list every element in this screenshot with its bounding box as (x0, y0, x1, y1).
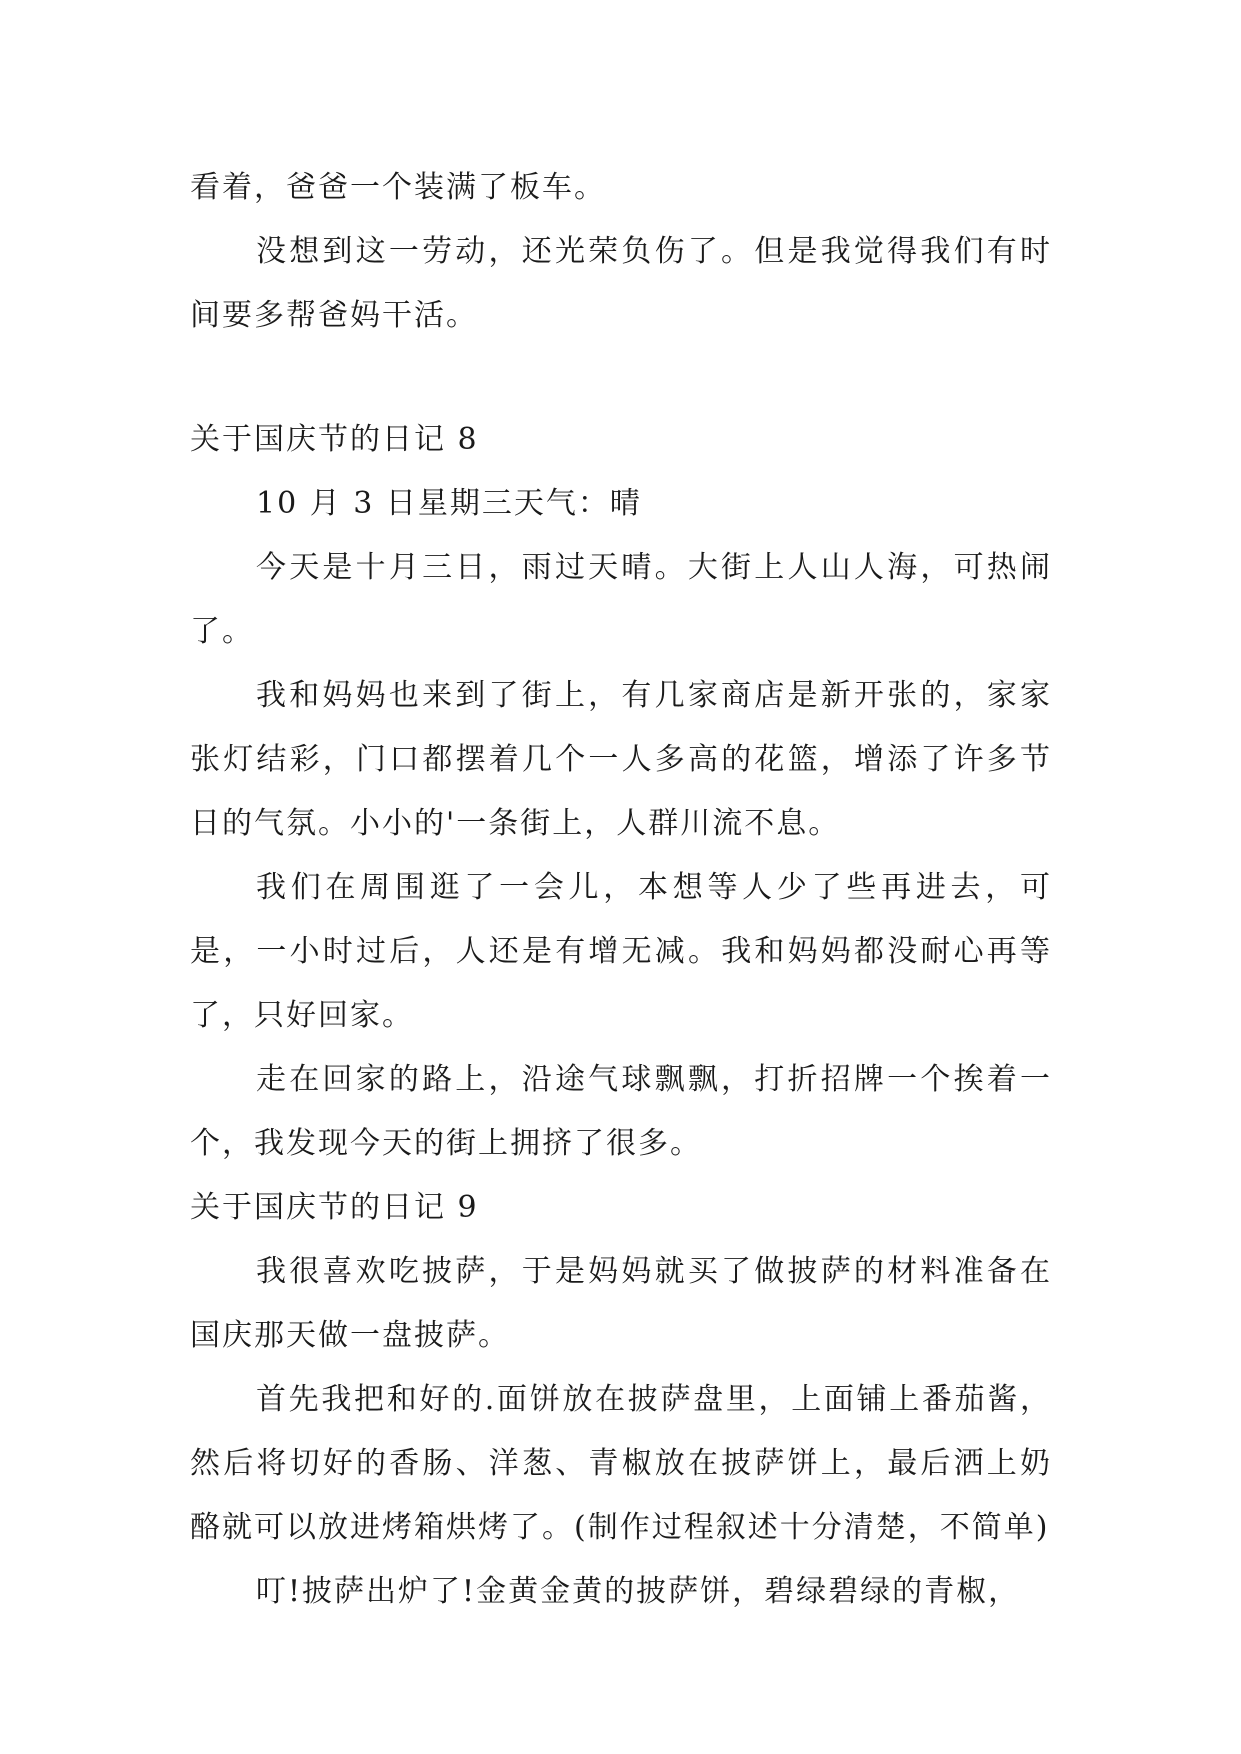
section-spacer (190, 348, 1052, 408)
paragraph: 没想到这一劳动，还光荣负伤了。但是我觉得我们有时间要多帮爸妈干活。 (190, 234, 1052, 333)
section-title-9: 关于国庆节的日记 9 (190, 1190, 479, 1225)
paragraph: 走在回家的路上，沿途气球飘飘，打折招牌一个挨着一个，我发现今天的街上拥挤了很多。 (190, 1062, 1052, 1161)
date-line: 10 月 3 日星期三天气：晴 (256, 486, 642, 521)
document-body (190, 156, 1052, 1624)
paragraph: 叮!披萨出炉了!金黄金黄的披萨饼，碧绿碧绿的青椒， (256, 1574, 1021, 1609)
paragraph: 首先我把和好的.面饼放在披萨盘里，上面铺上番茄酱，然后将切好的香肠、洋葱、青椒放在披萨饼上，最后洒上奶酪就可以放进烤箱烘烤了。(制作过程叙述十分清楚，不简单) (190, 1382, 1052, 1545)
paragraph: 今天是十月三日，雨过天晴。大街上人山人海，可热闹了。 (190, 550, 1052, 649)
section-title-8: 关于国庆节的日记 8 (190, 422, 479, 457)
paragraph: 看着，爸爸一个装满了板车。 (190, 170, 606, 205)
paragraph: 我很喜欢吃披萨，于是妈妈就买了做披萨的材料准备在国庆那天做一盘披萨。 (190, 1254, 1052, 1353)
paragraph: 我和妈妈也来到了街上，有几家商店是新开张的，家家张灯结彩，门口都摆着几个一人多高的花篮，增添了许多节日的气氛。小小的'一条街上，人群川流不息。 (190, 678, 1052, 841)
paragraph: 我们在周围逛了一会儿，本想等人少了些再进去，可是，一小时过后，人还是有增无减。我和妈妈都没耐心再等了，只好回家。 (190, 870, 1052, 1033)
